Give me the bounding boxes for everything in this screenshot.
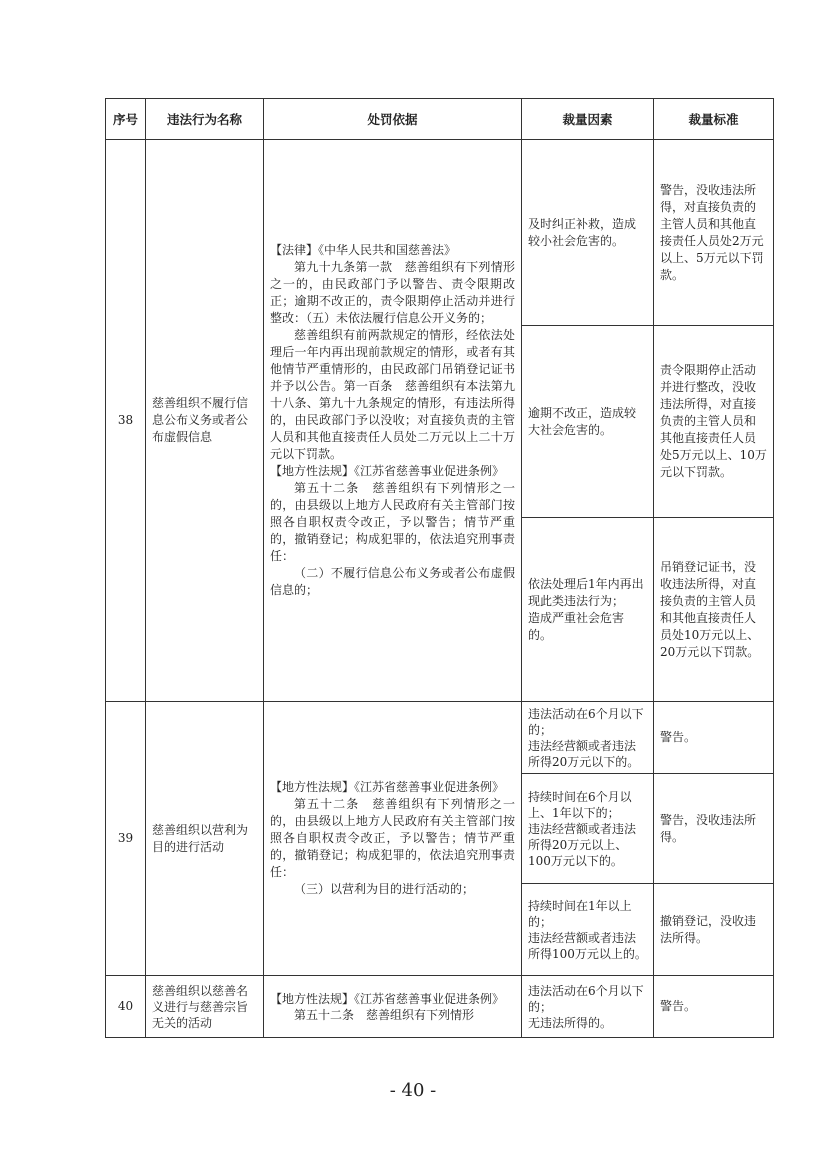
factor-line: 违法经营额或者违法所得20万元以下的。 bbox=[528, 738, 640, 769]
table-row bbox=[106, 140, 774, 326]
page-number: - 40 - bbox=[389, 1080, 437, 1101]
penalty-basis bbox=[264, 140, 522, 702]
table-row bbox=[106, 976, 774, 1038]
discretion-factor: 及时纠正补救，造成较小社会危害的。 bbox=[522, 140, 654, 326]
discretion-standard: 撤销登记，没收违法所得。 bbox=[654, 884, 774, 976]
header-basis: 处罚依据 bbox=[264, 99, 522, 140]
basis-line: 【地方性法规】《江苏省慈善事业促进条例》 bbox=[270, 780, 505, 794]
discretion-factor bbox=[522, 884, 654, 976]
penalty-basis bbox=[264, 976, 522, 1038]
basis-line: 【法律】《中华人民共和国慈善法》 bbox=[270, 243, 457, 257]
row-number: 40 bbox=[106, 976, 146, 1038]
basis-line: 第五十二条 慈善组织有下列情形之一的，由县级以上地方人民政府有关主管部门按照各自职权责令改正，予以警告；情节严重的，撤销登记；构成犯罪的，依法追究刑事责任： bbox=[270, 797, 515, 879]
discretion-factor: 逾期不改正，造成较大社会危害的。 bbox=[522, 326, 654, 518]
header-standard: 裁量标准 bbox=[654, 99, 774, 140]
row-number: 38 bbox=[106, 140, 146, 702]
header-factor: 裁量因素 bbox=[522, 99, 654, 140]
violation-name: 慈善组织不履行信息公布义务或者公布虚假信息 bbox=[146, 140, 264, 702]
basis-line: （三）以营利为目的进行活动的； bbox=[294, 882, 475, 896]
factor-line: 持续时间在6个月以上、1年以下的； bbox=[528, 789, 632, 820]
discretion-standard: 责令限期停止活动并进行整改，没收违法所得，对直接负责的主管人员和其他直接责任人员处5万元以上、10万元以下罚款。 bbox=[654, 326, 774, 518]
header-name: 违法行为名称 bbox=[146, 99, 264, 140]
factor-line: 持续时间在1年以上的； bbox=[528, 898, 632, 929]
basis-line: 慈善组织有前两款规定的情形，经依法处理后一年内再出现前款规定的情形，或者有其他情节严重情形的，由民政部门吊销登记证书并予以公告。第一百条 慈善组织有本法第九十八条、第九十九条规定的情形，有违法所得的，由民政部门予以没收；对直接负责的主管人员和其他直接责任人员处二万元以上二十万元以下罚款。 bbox=[270, 328, 515, 461]
factor-line: 造成严重社会危害的。 bbox=[528, 610, 625, 642]
basis-line: 第五十二条 慈善组织有下列情形 bbox=[294, 1007, 475, 1022]
factor-line: 违法经营额或者违法所得100万元以上的。 bbox=[528, 930, 647, 961]
penalty-table bbox=[105, 98, 774, 1038]
factor-line: 违法活动在6个月以下的； bbox=[528, 983, 644, 1014]
discretion-standard: 警告。 bbox=[654, 702, 774, 774]
discretion-standard: 警告，没收违法所得。 bbox=[654, 774, 774, 884]
factor-line: 违法经营额或者违法所得20万元以上、100万元以下的。 bbox=[528, 821, 637, 868]
penalty-basis bbox=[264, 702, 522, 976]
discretion-factor bbox=[522, 774, 654, 884]
header-no: 序号 bbox=[106, 99, 146, 140]
discretion-standard: 警告，没收违法所得，对直接负责的主管人员和其他直接责任人员处2万元以上、5万元以下罚款。 bbox=[654, 140, 774, 326]
discretion-standard: 吊销登记证书，没收违法所得，对直接负责的主管人员和其他直接责任人员处10万元以上、20万元以下罚款。 bbox=[654, 518, 774, 702]
factor-line: 违法活动在6个月以下的； bbox=[528, 706, 644, 737]
discretion-factor bbox=[522, 702, 654, 774]
row-number: 39 bbox=[106, 702, 146, 976]
discretion-factor bbox=[522, 518, 654, 702]
basis-line: 第五十二条 慈善组织有下列情形之一的，由县级以上地方人民政府有关主管部门按照各自职权责令改正，予以警告；情节严重的，撤销登记；构成犯罪的，依法追究刑事责任： bbox=[270, 481, 515, 563]
basis-line: （二）不履行信息公布义务或者公布虚假信息的； bbox=[270, 566, 515, 597]
factor-line: 依法处理后1年内再出现此类违法行为； bbox=[528, 576, 644, 608]
basis-line: 【地方性法规】《江苏省慈善事业促进条例》 bbox=[270, 991, 505, 1006]
factor-line: 无违法所得的。 bbox=[528, 1015, 613, 1030]
violation-name: 慈善组织以营利为目的进行活动 bbox=[146, 702, 264, 976]
basis-line: 第九十九条第一款 慈善组织有下列情形之一的，由民政部门予以警告、责令限期改正；逾期不改正的，责令限期停止活动并进行整改：（五）未依法履行信息公开义务的； bbox=[270, 260, 515, 325]
basis-line: 【地方性法规】《江苏省慈善事业促进条例》 bbox=[270, 464, 505, 478]
violation-name: 慈善组织以慈善名义进行与慈善宗旨无关的活动 bbox=[146, 976, 264, 1038]
table-row bbox=[106, 702, 774, 774]
discretion-factor bbox=[522, 976, 654, 1038]
table-header-row bbox=[106, 99, 774, 140]
discretion-standard: 警告。 bbox=[654, 976, 774, 1038]
